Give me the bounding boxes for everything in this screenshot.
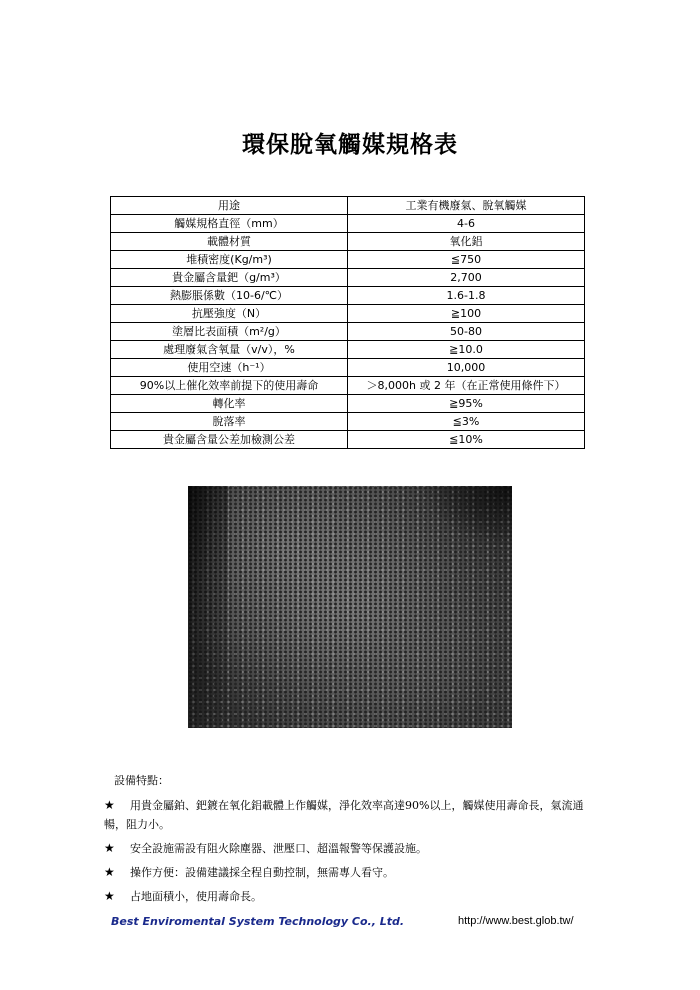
spec-value: ≦750 — [348, 251, 585, 269]
spec-label: 處理廢氣含氧量（v/v），% — [111, 341, 348, 359]
company-name: Best Enviromental System Technology Co., Ltd. — [111, 915, 405, 928]
feature-item — [104, 887, 604, 906]
spec-value: 10,000 — [348, 359, 585, 377]
star-icon: ★ — [104, 865, 115, 879]
feature-text: 占地面積小，使用壽命長。 — [130, 890, 262, 903]
document-title: 環保脫氧觸媒規格表 — [242, 131, 458, 158]
spec-value: ≦3% — [348, 413, 585, 431]
spec-value: 工業有機廢氣、脫氧觸媒 — [348, 197, 585, 215]
feature-text: 操作方便：設備建議採全程自動控制，無需專人看守。 — [130, 866, 394, 879]
spec-value: 50-80 — [348, 323, 585, 341]
spec-table — [110, 196, 585, 449]
table-row — [111, 395, 585, 413]
spec-value: 4-6 — [348, 215, 585, 233]
star-icon: ★ — [104, 841, 115, 855]
spec-value: ≧100 — [348, 305, 585, 323]
feature-text: 安全設施需設有阻火除塵器、泄壓口、超溫報警等保護設施。 — [130, 842, 427, 855]
table-row — [111, 341, 585, 359]
table-row — [111, 215, 585, 233]
feature-item — [104, 863, 604, 882]
spec-value: ≧95% — [348, 395, 585, 413]
spec-value: ≧10.0 — [348, 341, 585, 359]
table-row — [111, 305, 585, 323]
spec-label: 抗壓強度（N） — [111, 305, 348, 323]
table-row — [111, 287, 585, 305]
spec-value: ＞8,000h 或 2 年（在正常使用條件下） — [348, 377, 585, 395]
spec-label: 使用空速（h⁻¹） — [111, 359, 348, 377]
feature-item — [104, 796, 604, 834]
spec-label: 載體材質 — [111, 233, 348, 251]
spec-label: 90%以上催化效率前提下的使用壽命 — [111, 377, 348, 395]
table-row — [111, 269, 585, 287]
spec-label: 貴金屬含量鈀（g/m³） — [111, 269, 348, 287]
table-row — [111, 233, 585, 251]
website-url: http://www.best.glob.tw/ — [458, 915, 574, 927]
table-row — [111, 413, 585, 431]
spec-value: 1.6-1.8 — [348, 287, 585, 305]
spec-value: ≦10% — [348, 431, 585, 449]
features-section — [104, 772, 604, 911]
spec-label: 貴金屬含量公差加檢測公差 — [111, 431, 348, 449]
table-row — [111, 359, 585, 377]
feature-item — [104, 839, 604, 858]
photo-shadow-corner — [422, 486, 512, 546]
spec-value: 氧化鋁 — [348, 233, 585, 251]
catalyst-pellets-photo — [188, 486, 512, 728]
spec-label: 塗層比表面積（m²/g） — [111, 323, 348, 341]
table-row — [111, 323, 585, 341]
spec-label: 堆積密度(Kg/m³) — [111, 251, 348, 269]
table-row — [111, 251, 585, 269]
spec-label: 觸媒規格直徑（mm） — [111, 215, 348, 233]
table-row — [111, 431, 585, 449]
photo-shadow-edge — [188, 486, 228, 728]
feature-text: 用貴金屬鉑、鈀鍍在氧化鋁載體上作觸媒，淨化效率高達90%以上，觸媒使用壽命長，氣流通暢，阻力小。 — [104, 799, 584, 831]
spec-label: 轉化率 — [111, 395, 348, 413]
table-row — [111, 197, 585, 215]
spec-label: 熱膨脹係數（10-6/℃） — [111, 287, 348, 305]
star-icon: ★ — [104, 798, 115, 812]
star-icon: ★ — [104, 889, 115, 903]
features-title: 設備特點： — [114, 774, 169, 787]
spec-value: 2,700 — [348, 269, 585, 287]
table-row — [111, 377, 585, 395]
spec-label: 脫落率 — [111, 413, 348, 431]
spec-label: 用途 — [111, 197, 348, 215]
